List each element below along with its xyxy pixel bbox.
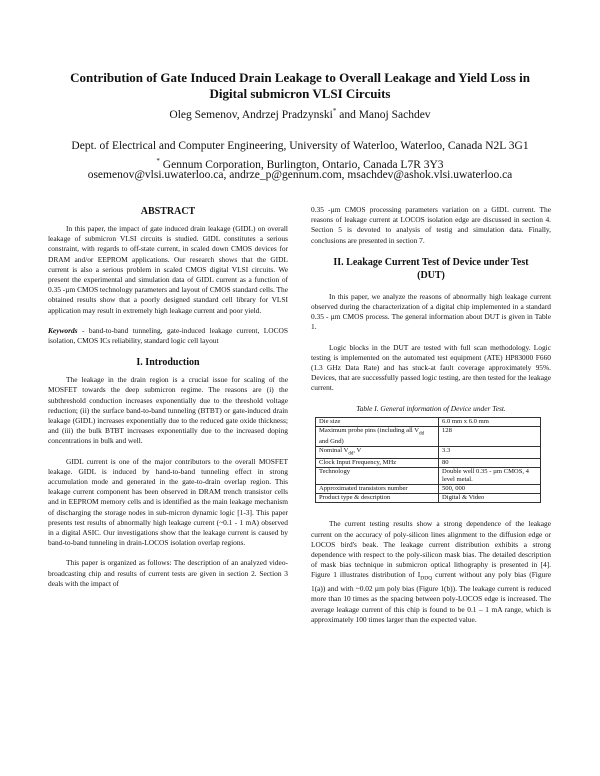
table-cell-key: Die size bbox=[316, 417, 439, 426]
intro-continued: 0.35 -µm CMOS processing parameters variation on a GIDL current. The reasons of leakage current at LOCOS isolation edge are discussed in section 4. Section 5 is devoted to analysis of testig and simulation data. Finally, conclusions are presented in section 7. bbox=[311, 205, 551, 245]
intro-paragraph-3: This paper is organized as follows: The description of an analyzed video-broadcasting chip and results of current tests are given in section 2. Section 3 deals with the impact of bbox=[48, 558, 288, 588]
table-cell-value: 80 bbox=[439, 459, 541, 468]
affiliation-line-2: * Gennum Corporation, Burlington, Ontario, Canada L7R 3Y3 bbox=[156, 157, 444, 171]
table-row bbox=[316, 459, 541, 468]
table-cell-value: Digital & Video bbox=[439, 494, 541, 503]
paper-title bbox=[50, 70, 550, 102]
keywords: Keywords - band-to-band tunneling, gate-induced leakage current, LOCOS isolation, CMOS ICs reliability, standard logic cell layout bbox=[48, 325, 288, 346]
table-cell-key: Product type & description bbox=[316, 494, 439, 503]
table-cell-value: 3.3 bbox=[439, 447, 541, 459]
table-cell-key: Nominal $V_{dd}$, V bbox=[316, 447, 439, 459]
table-row bbox=[316, 417, 541, 426]
table-cell-key: Maximum probe pins (including all $V_{dd}$ and Gnd) bbox=[316, 426, 439, 446]
table-row bbox=[316, 426, 541, 446]
table-cell-value: 6.0 mm x 6.0 mm bbox=[439, 417, 541, 426]
author-list: Oleg Semenov, Andrzej Pradzynski* and Manoj Sachdev bbox=[169, 107, 431, 121]
title-line-2: Digital submicron VLSI Circuits bbox=[209, 86, 391, 101]
intro-paragraph-2: GIDL current is one of the major contributors to the overall MOSFET leakage. GIDL is induced by hand-to-band tunneling effect in strong accumulation mode and generated in the gate-to-drain overlap region. This leakage current component has been observed in DRAM trench transistor cells and in EEPROM memory cells and is identified as the main leakage mechanism of discharging the storage nodes in sub-micron dynamic logic [1-3]. This paper presents test results of abnormally high leakage current (~0.1 - 1 mA) observed in a digital ASIC. Our investigations show that the leakage current is caused by band-to-band tunneling in drain-LOCOS isolation overlap regions. bbox=[48, 456, 288, 548]
dut-info-table bbox=[315, 417, 541, 504]
table-cell-value: 128 bbox=[439, 426, 541, 446]
table-row bbox=[316, 447, 541, 459]
section-2-paragraph-1: In this paper, we analyze the reasons of abnormally high leakage current observed during the characterization of a digital chip implemented in a standard 0.35 - µm CMOS process. The general information about DUT is given in Table 1. bbox=[311, 291, 551, 332]
table-row bbox=[316, 485, 541, 494]
abstract-body: In this paper, the impact of gate induced drain leakage (GIDL) on overall leakage of submicron VLSI circuits is studied. GIDL constitutes a serious constraint, with regards to off-state current, in scaled down CMOS devices for DRAM and/or EEPROM applications. Our research shows that the GIDL current is also a serious problem in scaled CMOS digital VLSI circuits. We present the experimental and simulation data of GIDL current as a function of 0.35 -µm CMOS technology parameters and layout of CMOS standard cells. The obtained results show that a poorly designed standard cell library for VLSI application may result in extremely high leakage current and poor yield. bbox=[48, 224, 288, 315]
section-2-heading: II. Leakage Current Test of Device under Test (DUT) bbox=[333, 256, 529, 281]
table-cell-key: Technology bbox=[316, 468, 439, 485]
right-column bbox=[311, 205, 551, 625]
affiliation-line-1: Dept. of Electrical and Computer Engineering, University of Waterloo, Waterloo, Canada N2L 3G1 bbox=[71, 140, 529, 152]
table-cell-value: 500, 000 bbox=[439, 485, 541, 494]
section-2-paragraph-2: Logic blocks in the DUT are tested with full scan methodology. Logic testing is implemented on the automated test equipment (ATE) HP83000 F660 (1.3 GHz Data Rate) and has stuck-at fault coverage approximately 95%. Devices, that are successfully passed logic testing, are then tested for the leakage current. bbox=[311, 342, 551, 393]
intro-paragraph-1: The leakage in the drain region is a crucial issue for scaling of the MOSFET towards the deep submicron regime. The reasons are (i) the subthreshold conduction increases exponentially due to the threshold voltage reduction; (ii) the surface band-to-band tunneling (BTBT) or gate-induced drain leakage (GIDL) increases exponentially due to the reduced gate oxide thickness; and (iii) the bulk BTBT increases exponentially due to the increased doping concentrations in bulk and well. bbox=[48, 375, 288, 446]
table-cell-key: Approximated transistors number bbox=[316, 485, 439, 494]
table-cell-value: Double well 0.35 - µm CMOS, 4 level metal. bbox=[439, 468, 541, 485]
intro-heading: I. Introduction bbox=[136, 357, 200, 369]
table-cell-key: Clock Input Frequency, MHz bbox=[316, 459, 439, 468]
section-2-paragraph-3: The current testing results show a strong dependence of the leakage current on the accuracy of poly-silicon lines alignment to the diffusion edge or LOCOS bird's beak. The leakage current distribution exhibits a strong dependence with respect to the poly-silicon mask bias. The detailed description of mask bias technique in submicron optical lithography is presented in [4]. Figure 1 illustrates distribution of $I_{DDQ}$ current without any poly bias (Figure 1(a)) and with ~0.02 µm poly bias (Figure 1(b)). The leakage current is reduced more than 10 times as the spacing between poly-LOCOS edge is increased. The average leakage current of this chip is found to be 0.1 – 1 mA range, which is approximately 100 times larger than the expected value. bbox=[311, 519, 551, 624]
title-line-1: Contribution of Gate Induced Drain Leakage to Overall Leakage and Yield Loss in bbox=[70, 70, 530, 85]
table-row bbox=[316, 494, 541, 503]
table-row bbox=[316, 468, 541, 485]
left-column bbox=[48, 205, 288, 589]
abstract-heading: ABSTRACT bbox=[140, 206, 196, 217]
table-caption: Table I. General information of Device under Test. bbox=[356, 403, 506, 413]
author-emails: osemenov@vlsi.uwaterloo.ca, andrze_p@gennum.com, msachdev@ashok.vlsi.uwaterloo.ca bbox=[87, 169, 513, 181]
